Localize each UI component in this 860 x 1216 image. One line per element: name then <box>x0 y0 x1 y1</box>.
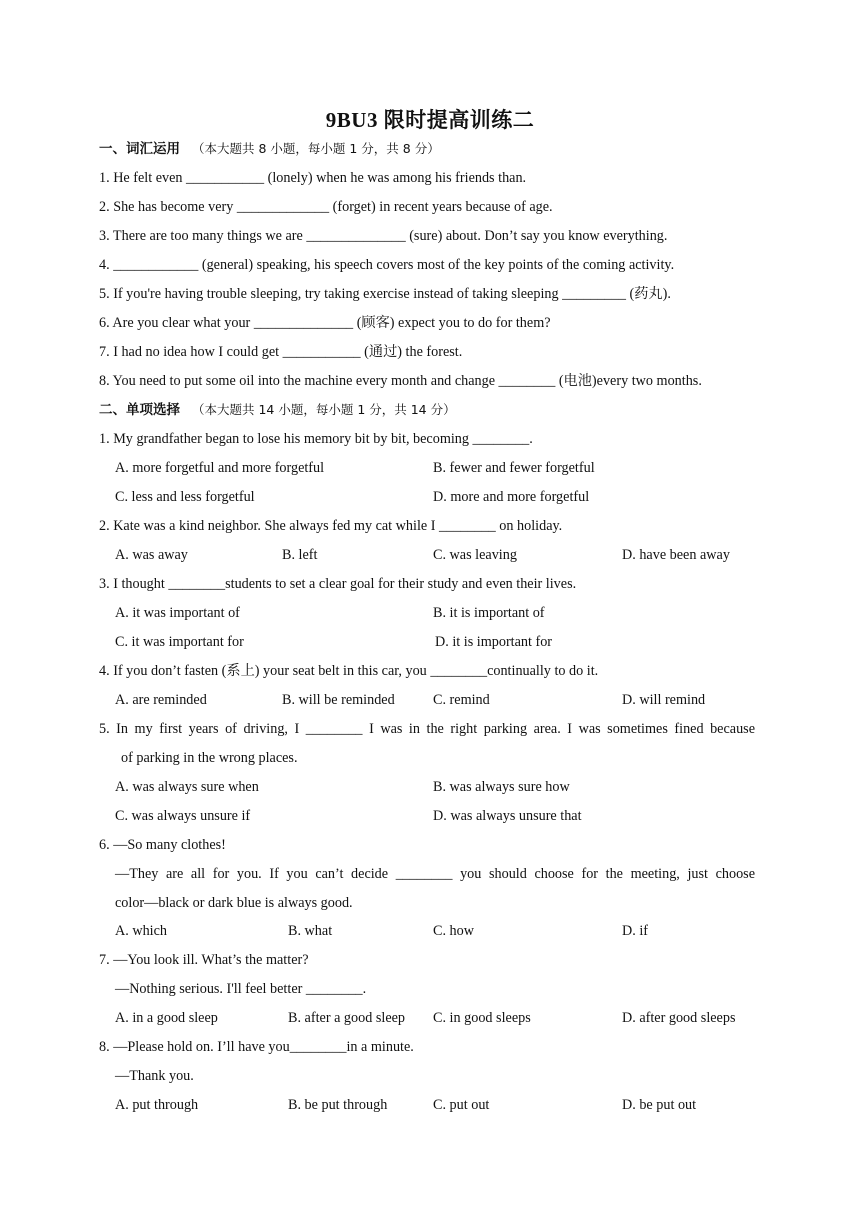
choice-question-5-stem-continued: of parking in the wrong places. <box>121 750 298 766</box>
choice-question-8-option-d: D. be put out <box>622 1097 697 1113</box>
choice-question-8-option-a: A. put through <box>115 1097 199 1113</box>
choice-question-4-option-d: D. will remind <box>622 692 706 708</box>
choice-question-6-dialogue-continued: color—black or dark blue is always good. <box>115 895 353 911</box>
choice-question-5-option-b: B. was always sure how <box>433 779 570 795</box>
vocab-question-4: 4. ____________ (general) speaking, his speech covers most of the key points of the coming activity. <box>99 257 675 273</box>
vocab-question-1: 1. He felt even ___________ (lonely) when he was among his friends than. <box>99 170 527 186</box>
choice-question-1-option-d: D. more and more forgetful <box>433 489 590 505</box>
choice-question-8-stem: 8. —Please hold on. I’ll have you________in a minute. <box>99 1039 414 1055</box>
choice-question-3-stem: 3. I thought ________students to set a clear goal for their study and even their lives. <box>99 576 577 592</box>
choice-question-3-option-a: A. it was important of <box>115 605 240 621</box>
choice-question-6-stem: 6. —So many clothes! <box>99 837 226 853</box>
choice-question-5-option-a: A. was always sure when <box>115 779 259 795</box>
page-title: 9BU3 限时提高训练二 <box>325 108 535 132</box>
choice-question-2-stem: 2. Kate was a kind neighbor. She always fed my cat while I ________ on holiday. <box>99 518 563 534</box>
vocab-question-5: 5. If you're having trouble sleeping, try taking exercise instead of taking sleeping _________ (药丸). <box>99 286 671 302</box>
choice-question-7-option-d: D. after good sleeps <box>622 1010 736 1026</box>
vocab-question-3: 3. There are too many things we are ______________ (sure) about. Don’t say you know everything. <box>99 228 668 244</box>
section-note: （本大题共 8 小题，每小题 1 分，共 8 分） <box>192 141 440 156</box>
choice-question-3-option-c: C. it was important for <box>115 634 244 650</box>
section-heading-choice <box>99 400 755 420</box>
choice-question-1-stem: 1. My grandfather began to lose his memory bit by bit, becoming ________. <box>99 431 533 447</box>
choice-question-4-option-c: C. remind <box>433 692 490 708</box>
choice-question-2-option-c: C. was leaving <box>433 547 517 563</box>
choice-question-3-option-d: D. it is important for <box>435 634 553 650</box>
vocab-question-7: 7. I had no idea how I could get ___________ (通过) the forest. <box>99 344 463 360</box>
choice-question-7-option-b: B. after a good sleep <box>288 1010 406 1026</box>
choice-question-7-dialogue: —Nothing serious. I'll feel better ________. <box>115 981 367 997</box>
section-title: 一、词汇运用 <box>99 141 180 157</box>
section-note: （本大题共 14 小题，每小题 1 分，共 14 分） <box>192 402 456 417</box>
choice-question-7-option-a: A. in a good sleep <box>115 1010 218 1026</box>
choice-question-8-option-c: C. put out <box>433 1097 490 1113</box>
choice-question-2-option-b: B. left <box>282 547 318 563</box>
choice-question-5-option-d: D. was always unsure that <box>433 808 582 824</box>
choice-question-3-option-b: B. it is important of <box>433 605 545 621</box>
choice-question-4-option-b: B. will be reminded <box>282 692 395 708</box>
choice-question-6-dialogue: —They are all for you. If you can’t decide ________ you should choose for the meeting, just choose <box>115 866 755 882</box>
choice-question-1-option-c: C. less and less forgetful <box>115 489 255 505</box>
vocab-question-6: 6. Are you clear what your ______________ (顾客) expect you to do for them? <box>99 315 551 331</box>
choice-question-1-option-b: B. fewer and fewer forgetful <box>433 460 595 476</box>
choice-question-5-option-c: C. was always unsure if <box>115 808 251 824</box>
choice-question-2-option-d: D. have been away <box>622 547 730 563</box>
choice-question-8-option-b: B. be put through <box>288 1097 388 1113</box>
choice-question-6-option-c: C. how <box>433 923 474 939</box>
choice-question-4-stem: 4. If you don’t fasten (系上) your seat belt in this car, you ________continually to do it. <box>99 663 599 679</box>
choice-question-5-stem: 5. In my first years of driving, I ________ I was in the right parking area. I was sometimes fined because <box>99 721 755 737</box>
vocab-question-8: 8. You need to put some oil into the machine every month and change ________ (电池)every two months. <box>99 373 702 389</box>
choice-question-4-option-a: A. are reminded <box>115 692 207 708</box>
choice-question-6-option-a: A. which <box>115 923 168 939</box>
choice-question-7-option-c: C. in good sleeps <box>433 1010 531 1026</box>
choice-question-1-option-a: A. more forgetful and more forgetful <box>115 460 325 476</box>
choice-question-6-option-d: D. if <box>622 923 649 939</box>
choice-question-8-dialogue: —Thank you. <box>115 1068 194 1084</box>
choice-question-2-option-a: A. was away <box>115 547 188 563</box>
choice-question-6-option-b: B. what <box>288 923 333 939</box>
section-title: 二、单项选择 <box>99 402 180 418</box>
section-heading-vocabulary <box>99 139 755 159</box>
vocab-question-2: 2. She has become very _____________ (forget) in recent years because of age. <box>99 199 553 215</box>
choice-question-7-stem: 7. —You look ill. What’s the matter? <box>99 952 309 968</box>
